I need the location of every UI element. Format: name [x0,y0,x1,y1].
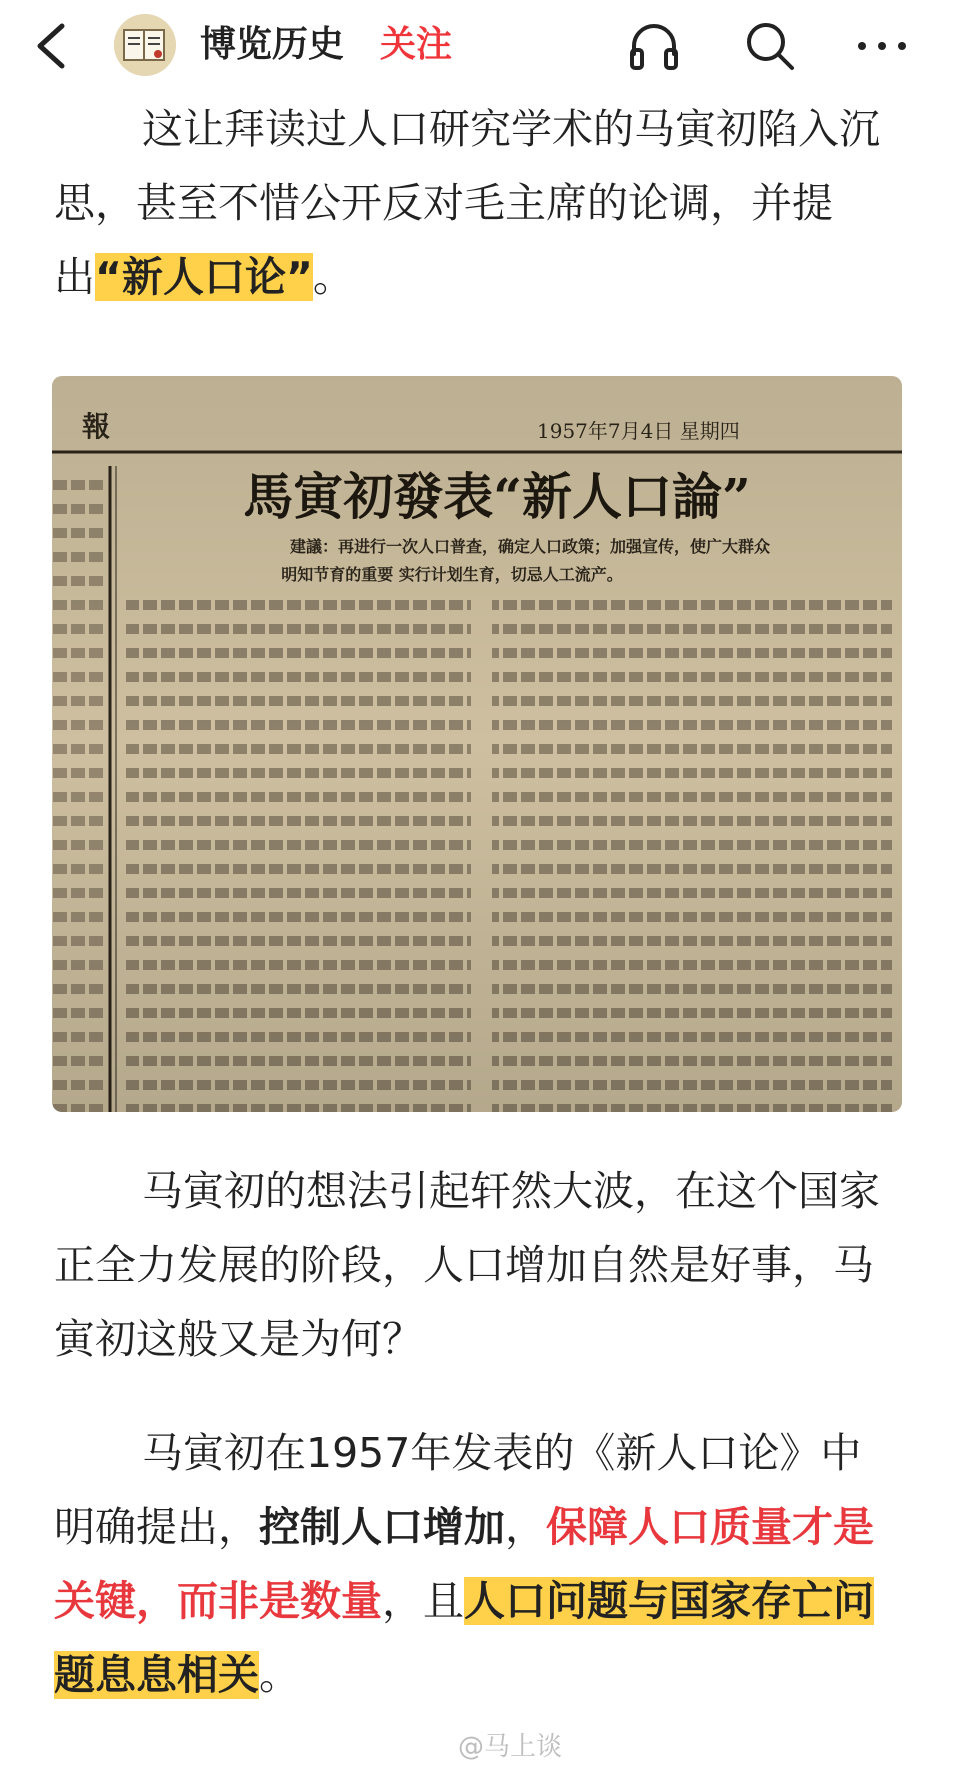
account-name[interactable]: 博览历史 [200,24,345,65]
article-paragraph-3 [54,1416,900,1712]
paragraph-connector: ，且 [382,1577,464,1625]
newspaper-photo[interactable] [52,376,902,1112]
paragraph-text: 马寅初的想法引起轩然大波，在这个国家正全力发展的阶段，人口增加自然是好事，马寅初这般又是为何？ [54,1167,880,1363]
newspaper-image [52,376,902,1112]
red-emphasis: 保障人口质量才是关键，而非是数量 [54,1503,874,1625]
top-bar [0,0,954,92]
follow-button[interactable]: 关注 [380,24,453,65]
article-paragraph-2 [54,1154,900,1376]
paragraph-text: 马寅初在1957年发表的《新人口论》中明确提出， [54,1429,862,1551]
paragraph-end: 。 [312,253,354,301]
punctuation: ， [505,1503,546,1551]
paragraph-text: 这让拜读过人口研究学术的马寅初陷入沉思，甚至不惜公开反对毛主席的论调，并提出 [54,105,880,301]
bold-phrase: 控制人口增加 [259,1503,505,1551]
book-logo-icon [114,14,176,76]
highlighted-term: “新人口论” [95,253,313,301]
article-paragraph-1 [54,92,900,314]
search-icon[interactable] [742,18,798,74]
back-arrow-icon[interactable] [30,18,74,74]
watermark: @马上谈 [458,1732,563,1762]
more-icon[interactable] [854,18,910,74]
paragraph-end: 。 [259,1651,300,1699]
highlighted-phrase: 人口问题与国家存亡问题息息相关 [54,1577,874,1699]
avatar[interactable] [114,14,176,76]
headphones-icon[interactable] [626,18,682,74]
